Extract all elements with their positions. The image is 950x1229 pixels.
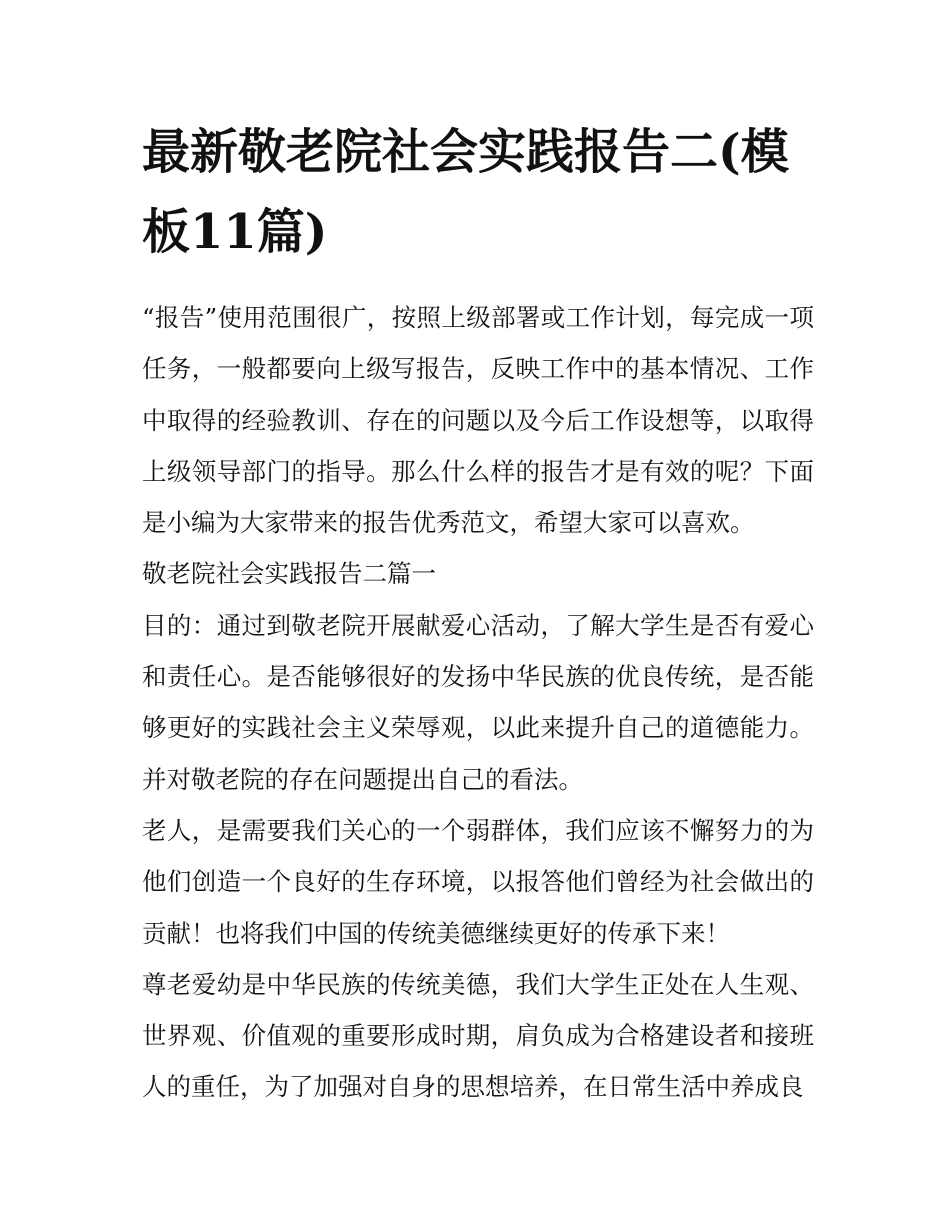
respect-paragraph: 尊老爱幼是中华民族的传统美德，我们大学生正处在人生观、世界观、价值观的重要形成时期，肩负成为合格建设者和接班人的重任，为了加强对自身的思想培养，在日常生活中养成良	[142, 969, 814, 1102]
document-title: 最新敬老院社会实践报告二(模板11篇)	[142, 124, 789, 260]
elderly-paragraph: 老人，是需要我们关心的一个弱群体，我们应该不懈努力的为他们创造一个良好的生存环境，以报答他们曾经为社会做出的贡献！也将我们中国的传统美德继续更好的传承下来！	[142, 815, 814, 948]
intro-paragraph: “报告”使用范围很广，按照上级部署或工作计划，每完成一项任务，一般都要向上级写报告，反映工作中的基本情况、工作中取得的经验教训、存在的问题以及今后工作设想等，以取得上级领导部门的指导。那么什么样的报告才是有效的呢？下面是小编为大家带来的报告优秀范文，希望大家可以喜欢。	[142, 303, 814, 538]
purpose-paragraph: 目的：通过到敬老院开展献爱心活动，了解大学生是否有爱心和责任心。是否能够很好的发扬中华民族的优良传统，是否能够更好的实践社会主义荣辱观，以此来提升自己的道德能力。并对敬老院的存在问题提出自己的看法。	[142, 610, 814, 794]
section-heading: 敬老院社会实践报告二篇一	[142, 559, 436, 589]
document-content	[142, 112, 814, 1113]
document-body	[142, 292, 814, 1113]
